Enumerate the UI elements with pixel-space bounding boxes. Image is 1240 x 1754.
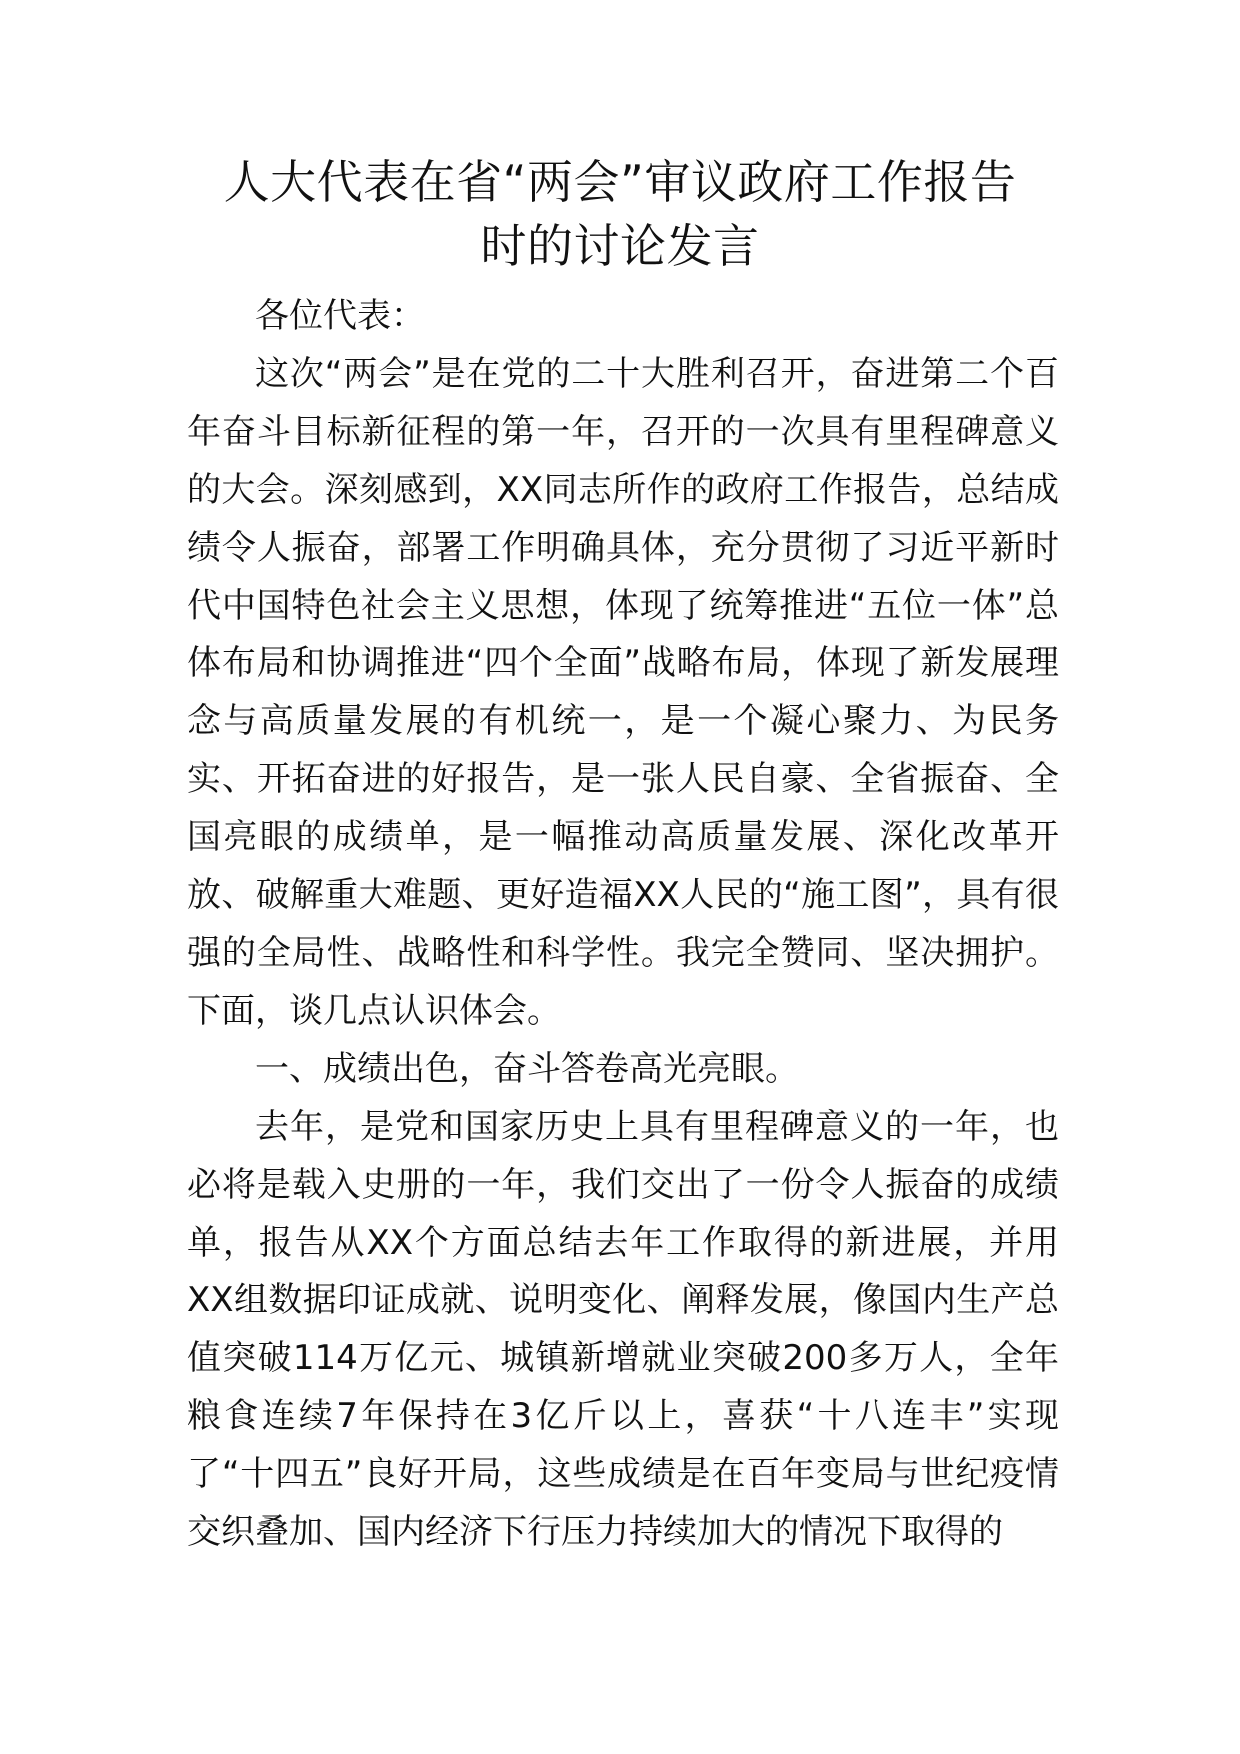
title-line-1: 人大代表在省“两会”审议政府工作报告 bbox=[223, 155, 1017, 209]
document-body bbox=[187, 288, 1059, 1562]
page-title bbox=[180, 150, 1060, 278]
salutation: 各位代表： bbox=[255, 296, 425, 336]
paragraph-intro: 这次“两会”是在党的二十大胜利召开，奋进第二个百年奋斗目标新征程的第一年，召开的一次具有里程碑意义的大会。深刻感到，XX同志所作的政府工作报告，总结成绩令人振奋，部署工作明确具体，充分贯彻了习近平新时代中国特色社会主义思想，体现了统筹推进“五位一体”总体布局和协调推进“四个全面”战略布局，体现了新发展理念与高质量发展的有机统一，是一个凝心聚力、为民务实、开拓奋进的好报告，是一张人民自豪、全省振奋、全国亮眼的成绩单，是一幅推动高质量发展、深化改革开放、破解重大难题、更好造福XX人民的“施工图”，具有很强的全局性、战略性和科学性。我完全赞同、坚决拥护。下面，谈几点认识体会。 bbox=[187, 353, 1059, 1031]
title-line-2: 时的讨论发言 bbox=[480, 219, 760, 273]
paragraph-achievements: 去年，是党和国家历史上具有里程碑意义的一年，也必将是载入史册的一年，我们交出了一份令人振奋的成绩单，报告从XX个方面总结去年工作取得的新进展，并用XX组数据印证成就、说明变化、阐释发展，像国内生产总值突破114万亿元、城镇新增就业突破200多万人，全年粮食连续7年保持在3亿斤以上，喜获“十八连丰”实现了“十四五”良好开局，这些成绩是在百年变局与世纪疫情交织叠加、国内经济下行压力持续加大的情况下取得的 bbox=[187, 1106, 1059, 1553]
section-heading-1: 一、成绩出色，奋斗答卷高光亮眼。 bbox=[255, 1048, 799, 1089]
